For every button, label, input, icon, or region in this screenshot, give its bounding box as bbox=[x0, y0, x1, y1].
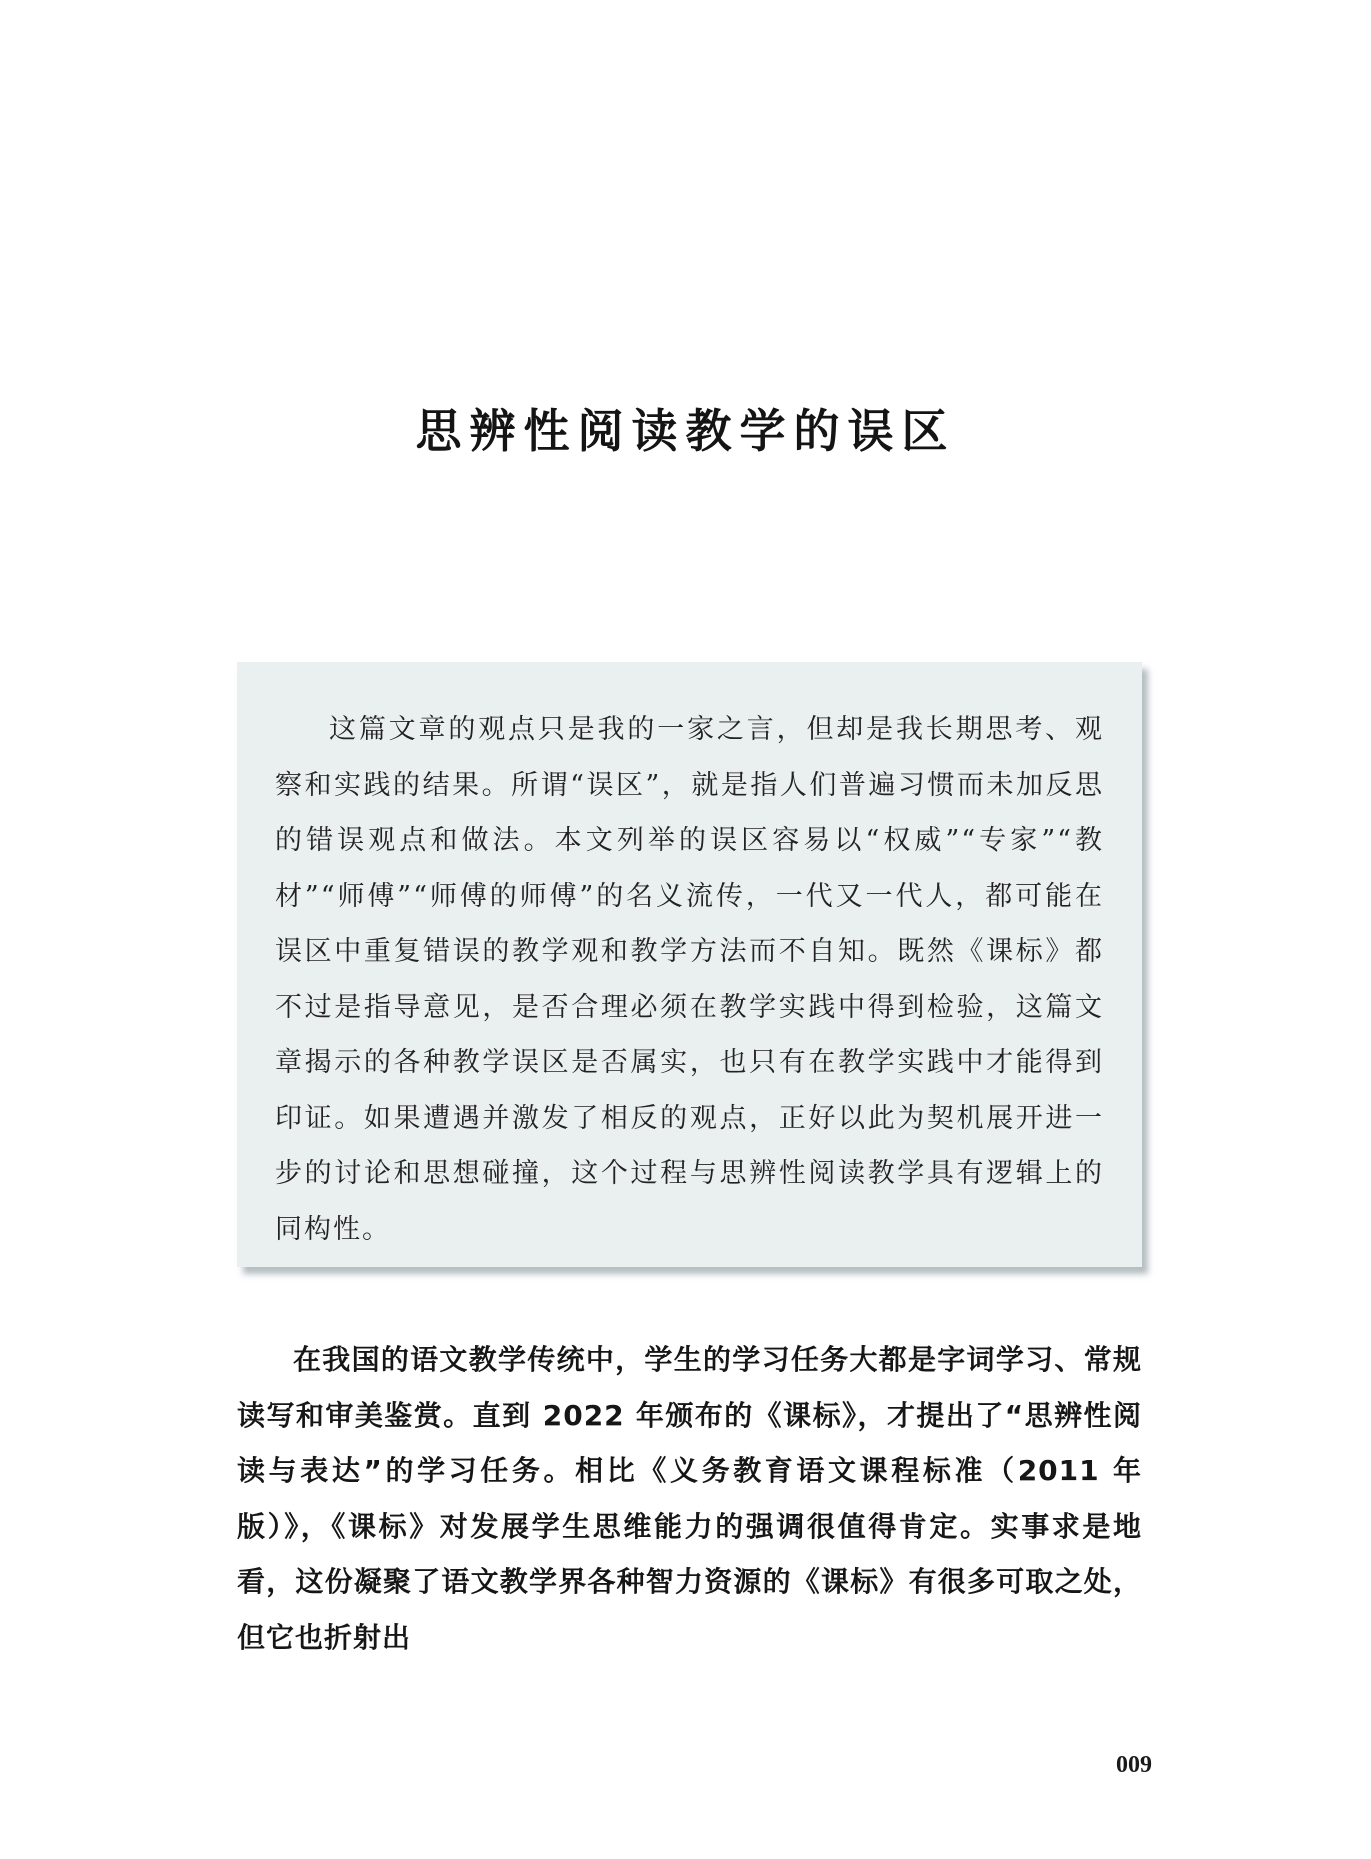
body-paragraph: 在我国的语文教学传统中，学生的学习任务大都是字词学习、常规读写和审美鉴赏。直到 2022 年颁布的《课标》，才提出了“思辨性阅读与表达”的学习任务。相比《义务教育语文课程标准（2011 年版）》，《课标》对发展学生思维能力的强调很值得肯定。实事求是地看，这份凝聚了语文教学界各种智力资源的《课标》有很多可取之处，但它也折射出 bbox=[237, 1343, 1142, 1654]
chapter-title: 思辨性阅读教学的误区 bbox=[415, 403, 956, 458]
abstract-box bbox=[237, 662, 1142, 1267]
abstract-text: 这篇文章的观点只是我的一家之言，但却是我长期思考、观察和实践的结果。所谓“误区”，就是指人们普遍习惯而未加反思的错误观点和做法。本文列举的误区容易以“权威”“专家”“教材”“师傅”“师傅的师傅”的名义流传，一代又一代人，都可能在误区中重复错误的教学观和教学方法而不自知。既然《课标》都不过是指导意见，是否合理必须在教学实践中得到检验，这篇文章揭示的各种教学误区是否属实，也只有在教学实践中才能得到印证。如果遭遇并激发了相反的观点，正好以此为契机展开进一步的讨论和思想碰撞，这个过程与思辨性阅读教学具有逻辑上的同构性。 bbox=[275, 714, 1104, 1245]
page-number: 009 bbox=[1116, 1752, 1152, 1778]
